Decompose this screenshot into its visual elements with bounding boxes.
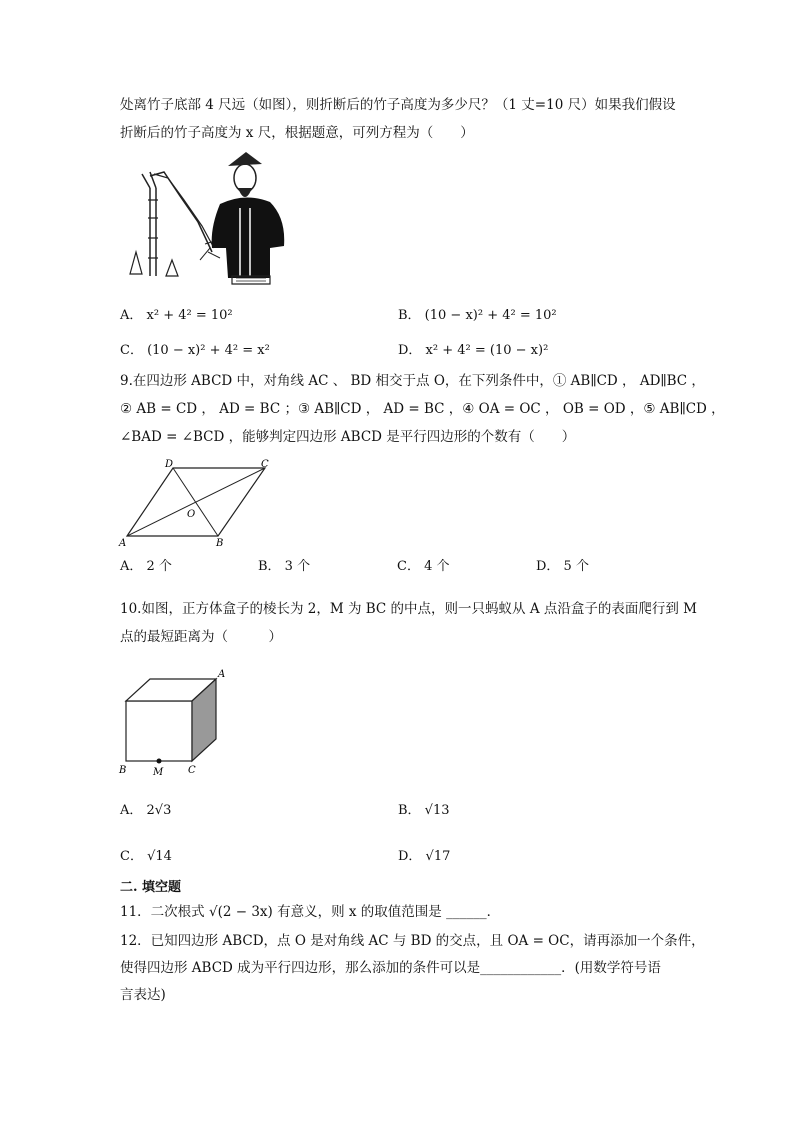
q11-text: 11．二次根式 √(2 − 3x) 有意义，则 x 的取值范围是 ______． <box>120 904 501 920</box>
section-title: 二. 填空题 <box>120 880 182 895</box>
q8-option-d[interactable]: D． x² + 4² = (10 − x)² <box>398 343 549 358</box>
bamboo-scholar-illustration <box>120 148 290 288</box>
q9-option-a[interactable]: A． 2 个 <box>120 559 172 574</box>
q10-option-a[interactable]: A． 2√3 <box>120 803 172 818</box>
cube-figure <box>115 665 240 780</box>
q8-line1: 处离竹子底部 4 尺远（如图），则折断后的竹子高度为多少尺？（1 丈=10 尺）如果我们假设 <box>120 97 676 113</box>
q9-line2: ② AB = CD ， AD = BC ；③ AB∥CD ， AD = BC ，④ OA = OC ， OB = OD ，⑤ AB∥CD ， <box>120 401 725 417</box>
q12-line1: 12．已知四边形 ABCD，点 O 是对角线 AC 与 BD 的交点，且 OA = OC，请再添加一个条件， <box>120 933 705 949</box>
q12-line3: 言表达) <box>120 987 166 1003</box>
q10-option-c[interactable]: C． √14 <box>120 849 172 864</box>
q8-line2: 折断后的竹子高度为 x 尺，根据题意，可列方程为（ ） <box>120 125 474 141</box>
q8-option-c[interactable]: C． (10 − x)² + 4² = x² <box>120 343 270 358</box>
label-b: B <box>119 765 127 776</box>
parallelogram-figure <box>115 458 285 548</box>
label-c: C <box>261 459 269 470</box>
label-b: B <box>216 538 224 548</box>
label-a: A <box>218 669 226 680</box>
label-m: M <box>153 767 164 778</box>
q9-option-c[interactable]: C． 4 个 <box>397 559 450 574</box>
label-o: O <box>187 509 196 520</box>
q9-option-b[interactable]: B． 3 个 <box>258 559 311 574</box>
q8-option-a[interactable]: A． x² + 4² = 10² <box>120 308 233 323</box>
q9-option-d[interactable]: D． 5 个 <box>536 559 589 574</box>
label-d: D <box>165 459 174 470</box>
q12-line2: 使得四边形 ABCD 成为平行四边形，那么添加的条件可以是____________．(用数学符号语 <box>120 960 661 976</box>
q9-line3: ∠BAD = ∠BCD ，能够判定四边形 ABCD 是平行四边形的个数有（ ） <box>120 429 576 445</box>
q10-option-d[interactable]: D． √17 <box>398 849 451 864</box>
label-c: C <box>188 765 196 776</box>
q8-option-b[interactable]: B． (10 − x)² + 4² = 10² <box>398 308 557 323</box>
label-a: A <box>119 538 127 548</box>
q9-line1: 9.在四边形 ABCD 中，对角线 AC 、 BD 相交于点 O，在下列条件中，① AB∥CD ， AD∥BC ， <box>120 373 705 389</box>
q10-line1: 10.如图，正方体盒子的棱长为 2，M 为 BC 的中点，则一只蚂蚁从 A 点沿盒子的表面爬行到 M <box>120 601 697 617</box>
q10-line2: 点的最短距离为（ ） <box>120 629 282 645</box>
q10-option-b[interactable]: B． √13 <box>398 803 450 818</box>
